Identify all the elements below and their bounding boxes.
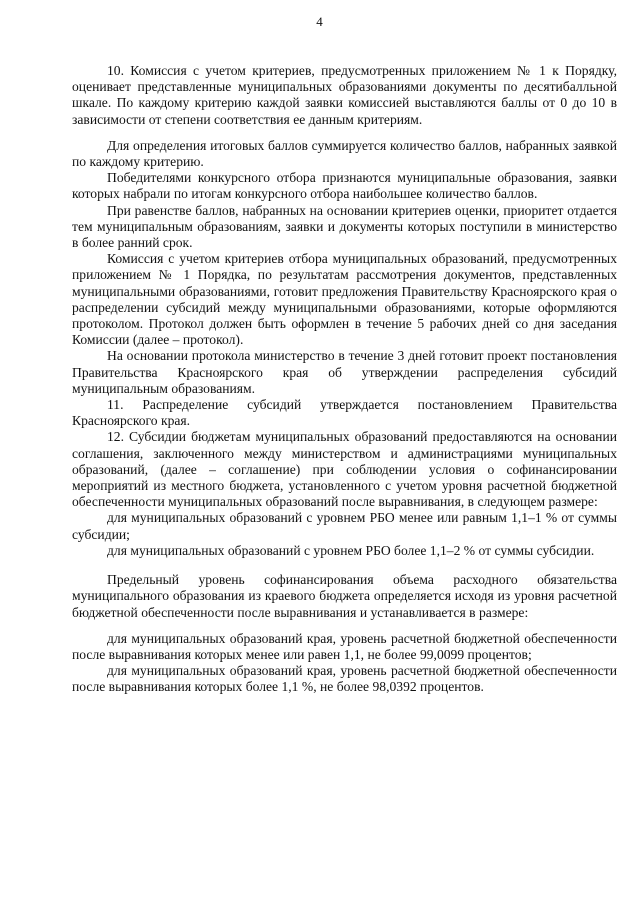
paragraph-commission-protocol: Комиссия с учетом критериев отбора муниципальных образований, предусмотренных приложением № 1 Порядка, по результатам рассмотрения документов, представленных муниципальными образованиями, готовит предложения Правительству Красноярского края о распределении субсидий между муниципальными образованиями, которые оформляются протоколом. Протокол должен быть оформлен в течение 5 рабочих дней со дня заседания Комиссии (далее – протокол). [72,251,617,348]
document-body [72,63,617,696]
paragraph-draft-resolution: На основании протокола министерство в течение 3 дней готовит проект постановления Правительства Красноярского края об утверждении распределения субсидий муниципальным образованиям. [72,348,617,396]
paragraph-winners: Победителями конкурсного отбора признаются муниципальные образования, заявки которых набрали по итогам конкурсного отбора наибольшее количество баллов. [72,170,617,202]
paragraph-limit-low: для муниципальных образований края, уровень расчетной бюджетной обеспеченности после выравнивания которых менее или равен 1,1, не более 99,0099 процентов; [72,630,617,662]
page-number: 4 [316,14,323,29]
paragraph-item-10-evaluation: 10. Комиссия с учетом критериев, предусмотренных приложением № 1 к Порядку, оценивает представленные муниципальных образованиями документы по десятибалльной шкале. По каждому критерию каждой заявки комиссией выставляются баллы от 0 до 10 в зависимости от степени соответствия ее данным критериям. [72,63,617,127]
paragraph-item-11-distribution: 11. Распределение субсидий утверждается постановлением Правительства Красноярского края. [72,397,617,429]
paragraph-cofinancing-limit: Предельный уровень софинансирования объема расходного обязательства муниципального образования из краевого бюджета определяется исходя из уровня расчетной бюджетной обеспеченности после выравнивания и устанавливается в размере: [72,572,617,620]
paragraph-rbo-low: для муниципальных образований с уровнем РБО менее или равным 1,1–1 % от суммы субсидии; [72,510,617,542]
paragraph-item-12-subsidies: 12. Субсидии бюджетам муниципальных образований предоставляются на основании соглашения, заключенного между министерством и администрациями муниципальных образований, (далее – соглашение) при соблюдении условия о софинансировании мероприятий из местного бюджета, установленного с учетом уровня расчетной бюджетной обеспеченности муниципальных образований после выравнивания, в следующем размере: [72,429,617,510]
paragraph-tie-break: При равенстве баллов, набранных на основании критериев оценки, приоритет отдается тем муниципальным образованиям, заявки и документы которых поступили в министерство в более ранний срок. [72,202,617,251]
paragraph-limit-high: для муниципальных образований края, уровень расчетной бюджетной обеспеченности после выравнивания которых более 1,1 %, не более 98,0392 процентов. [72,663,617,695]
paragraph-total-score: Для определения итоговых баллов суммируется количество баллов, набранных заявкой по каждому критерию. [72,137,617,170]
paragraph-rbo-high: для муниципальных образований с уровнем РБО более 1,1–2 % от суммы субсидии. [107,542,595,558]
